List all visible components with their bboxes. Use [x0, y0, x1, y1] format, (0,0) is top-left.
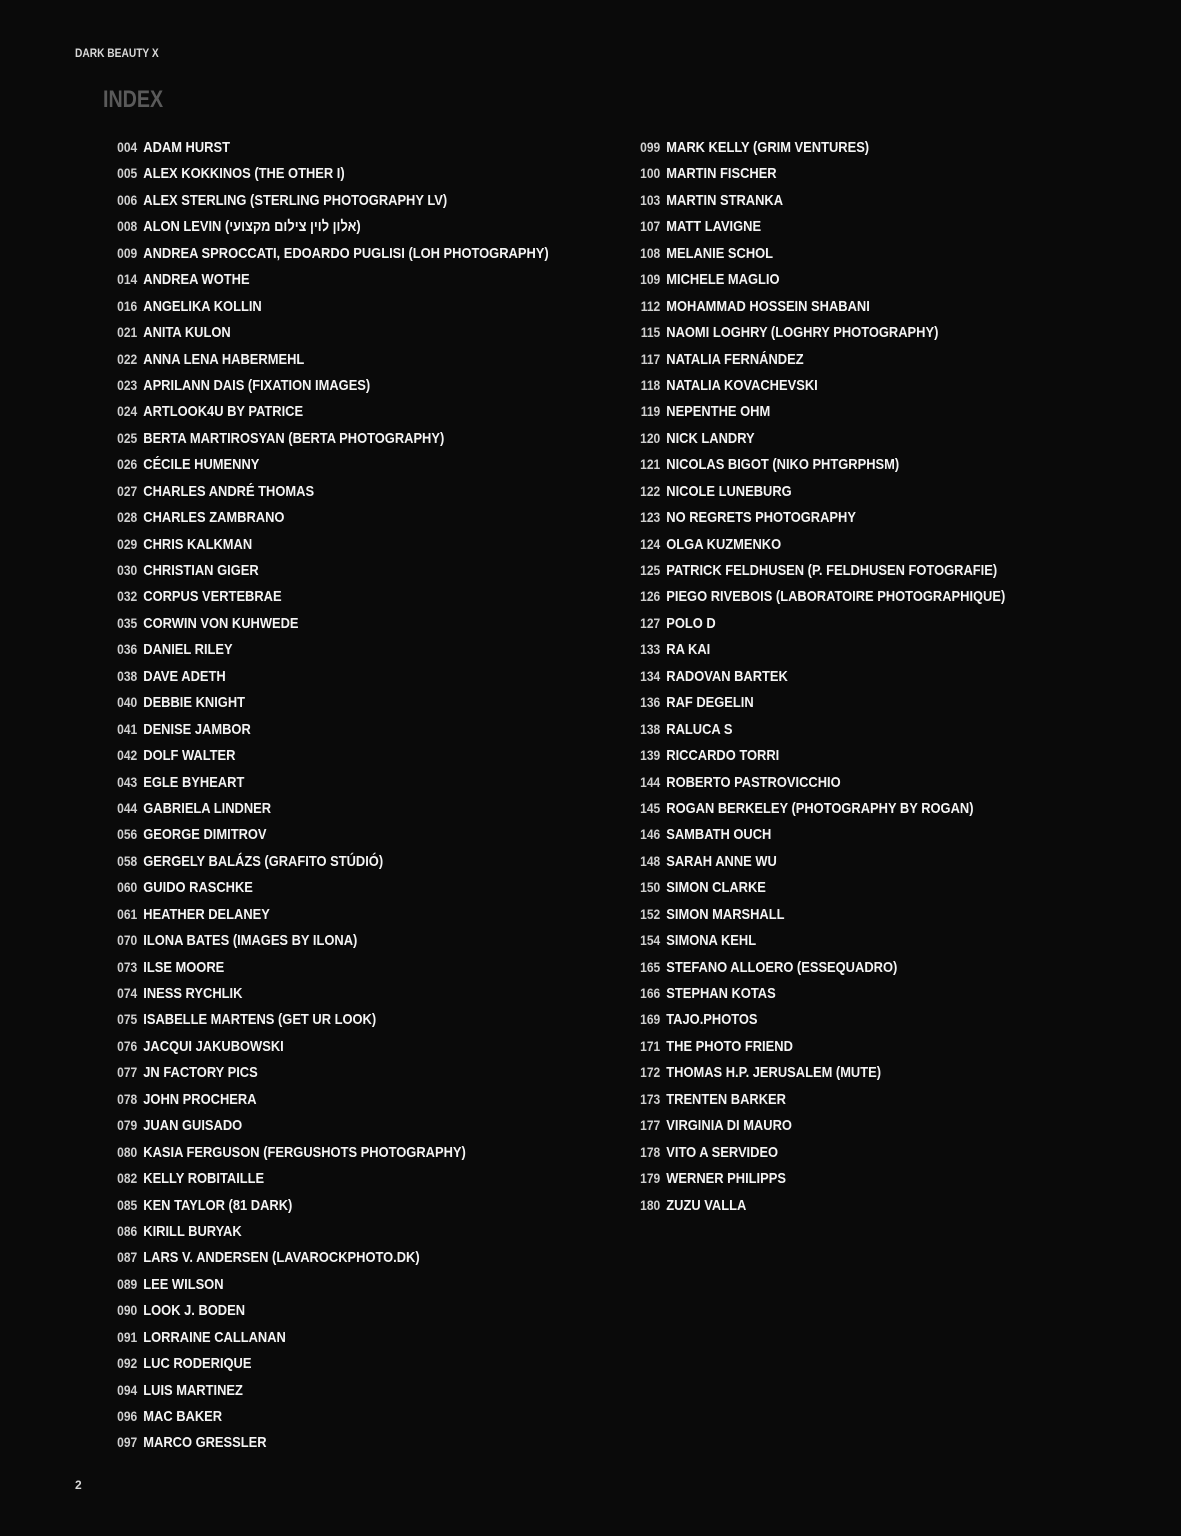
- index-entry: [108, 821, 549, 847]
- entry-artist-name: CORWIN VON KUHWEDE: [143, 614, 299, 632]
- index-entry: [108, 134, 549, 160]
- index-entry: [108, 240, 549, 266]
- index-entry: [631, 742, 1005, 768]
- index-entry: [631, 213, 1005, 239]
- entry-page-number: 179: [640, 1170, 661, 1187]
- entry-page-number: 146: [640, 826, 661, 843]
- index-entry: [108, 848, 549, 874]
- entry-page-number: 080: [117, 1143, 138, 1160]
- entry-page-number: 124: [640, 535, 661, 552]
- index-entry: [108, 1086, 549, 1112]
- index-entry: [108, 531, 549, 557]
- index-entry: [108, 372, 549, 398]
- index-entry: [631, 1006, 1005, 1032]
- entry-page-number: 178: [640, 1143, 661, 1160]
- index-entry: [108, 636, 549, 662]
- entry-page-number: 134: [640, 667, 661, 684]
- entry-artist-name: SIMON MARSHALL: [666, 905, 785, 923]
- index-entry: [631, 425, 1005, 451]
- entry-page-number: 027: [117, 482, 138, 499]
- index-entry: [108, 716, 549, 742]
- entry-artist-name: CHRISTIAN GIGER: [143, 562, 259, 579]
- entry-artist-name: GEORGE DIMITROV: [143, 826, 267, 844]
- entry-artist-name: CHARLES ZAMBRANO: [143, 509, 285, 527]
- entry-page-number: 139: [640, 747, 661, 764]
- index-entry: [108, 557, 549, 583]
- entry-artist-name: MATT LAVIGNE: [666, 218, 762, 236]
- index-entry: [631, 240, 1005, 266]
- entry-artist-name: MOHAMMAD HOSSEIN SHABANI: [666, 297, 870, 315]
- entry-artist-name: SIMON CLARKE: [666, 879, 766, 897]
- entry-artist-name: CÉCILE HUMENNY: [143, 456, 260, 474]
- index-entry: [108, 1192, 549, 1218]
- index-entry: [108, 610, 549, 636]
- entry-artist-name: NO REGRETS PHOTOGRAPHY: [666, 509, 856, 527]
- entry-artist-name: ALEX KOKKINOS (THE OTHER I): [143, 165, 345, 183]
- entry-page-number: 035: [117, 614, 138, 631]
- entry-artist-name: MAC BAKER: [143, 1408, 223, 1425]
- index-entry: [631, 1112, 1005, 1138]
- entry-artist-name: TAJO.PHOTOS: [666, 1011, 758, 1029]
- index-entry: [108, 1403, 549, 1429]
- entry-page-number: 006: [117, 191, 138, 208]
- entry-page-number: 024: [117, 403, 138, 420]
- entry-page-number: 009: [117, 244, 138, 261]
- entry-artist-name: CORPUS VERTEBRAE: [143, 588, 282, 606]
- index-entry: [108, 980, 549, 1006]
- entry-page-number: 148: [640, 852, 661, 869]
- entry-page-number: 097: [117, 1434, 138, 1451]
- entry-page-number: 025: [117, 429, 138, 446]
- index-entry: [631, 557, 1005, 583]
- entry-page-number: 073: [117, 958, 138, 975]
- index-entry: [108, 1139, 549, 1165]
- index-entry: [631, 874, 1005, 900]
- index-entry: [631, 372, 1005, 398]
- entry-artist-name: RALUCA S: [666, 720, 733, 738]
- entry-artist-name: APRILANN DAIS (FIXATION IMAGES): [143, 376, 371, 394]
- index-entry: [631, 504, 1005, 530]
- entry-page-number: 126: [640, 588, 661, 605]
- index-entry: [108, 1271, 549, 1297]
- index-entry: [108, 874, 549, 900]
- index-entry: [108, 1006, 549, 1032]
- index-entry: [108, 901, 549, 927]
- index-entry: [108, 425, 549, 451]
- entry-page-number: 144: [640, 773, 661, 790]
- entry-artist-name: LUIS MARTINEZ: [143, 1381, 243, 1399]
- entry-page-number: 076: [117, 1037, 138, 1054]
- entry-page-number: 172: [640, 1064, 661, 1081]
- entry-artist-name: ANDREA WOTHE: [143, 271, 250, 289]
- entry-artist-name: ADAM HURST: [143, 139, 230, 156]
- entry-artist-name: ANGELIKA KOLLIN: [143, 297, 262, 315]
- entry-artist-name: LARS V. ANDERSEN (LAVAROCKPHOTO.DK): [143, 1249, 420, 1267]
- entry-artist-name: THE PHOTO FRIEND: [666, 1037, 793, 1055]
- entry-artist-name: NICOLE LUNEBURG: [666, 482, 792, 500]
- entry-page-number: 082: [117, 1170, 138, 1187]
- entry-artist-name: DOLF WALTER: [143, 747, 236, 765]
- entry-page-number: 109: [640, 271, 661, 288]
- entry-page-number: 079: [117, 1117, 138, 1134]
- index-entry: [631, 319, 1005, 345]
- index-entry: [108, 293, 549, 319]
- index-entry: [108, 769, 549, 795]
- index-entry: [631, 160, 1005, 186]
- entry-artist-name: RAF DEGELIN: [666, 694, 754, 712]
- entry-artist-name: RICCARDO TORRI: [666, 747, 780, 765]
- entry-artist-name: ZUZU VALLA: [666, 1196, 747, 1214]
- entry-page-number: 166: [640, 985, 661, 1001]
- entry-page-number: 145: [640, 799, 661, 816]
- index-entry: [631, 663, 1005, 689]
- entry-page-number: 133: [640, 641, 661, 658]
- index-entry: [631, 451, 1005, 477]
- index-entry: [631, 266, 1005, 292]
- entry-page-number: 150: [640, 879, 661, 896]
- entry-page-number: 005: [117, 165, 138, 182]
- publication-header: DARK BEAUTY X: [75, 46, 159, 60]
- index-entry: [108, 927, 549, 953]
- index-entry: [108, 1218, 549, 1244]
- entry-artist-name: ILONA BATES (IMAGES BY ILONA): [143, 932, 358, 950]
- entry-artist-name: BERTA MARTIROSYAN (BERTA PHOTOGRAPHY): [143, 429, 445, 447]
- entry-page-number: 041: [117, 720, 138, 737]
- entry-page-number: 042: [117, 747, 138, 764]
- entry-artist-name: EGLE BYHEART: [143, 773, 245, 791]
- entry-page-number: 136: [640, 694, 661, 711]
- entry-artist-name: ARTLOOK4U BY PATRICE: [143, 403, 304, 421]
- entry-page-number: 036: [117, 641, 138, 658]
- index-entry: [631, 187, 1005, 213]
- entry-artist-name: ANNA LENA HABERMEHL: [143, 350, 305, 368]
- entry-artist-name: DANIEL RILEY: [143, 641, 233, 659]
- index-entry: [108, 1165, 549, 1191]
- entry-page-number: 089: [117, 1275, 138, 1292]
- index-entry: [108, 1429, 549, 1455]
- entry-page-number: 177: [640, 1117, 661, 1134]
- entry-artist-name: GERGELY BALÁZS (GRAFITO STÚDIÓ): [143, 852, 384, 870]
- entry-artist-name: TRENTEN BARKER: [666, 1090, 786, 1108]
- index-entry: [631, 1192, 1005, 1218]
- entry-artist-name: STEFANO ALLOERO (ESSEQUADRO): [666, 958, 898, 976]
- entry-artist-name: JUAN GUISADO: [143, 1117, 243, 1135]
- index-entry: [631, 1086, 1005, 1112]
- entry-artist-name: KEN TAYLOR (81 DARK): [143, 1196, 293, 1214]
- index-entry: [108, 319, 549, 345]
- entry-page-number: 061: [117, 905, 138, 922]
- entry-page-number: 028: [117, 509, 138, 526]
- entry-page-number: 152: [640, 905, 661, 922]
- index-entry: [108, 1059, 549, 1085]
- entry-artist-name: CHRIS KALKMAN: [143, 535, 253, 553]
- entry-artist-name: GUIDO RASCHKE: [143, 879, 253, 897]
- entry-page-number: 029: [117, 535, 138, 552]
- entry-page-number: 120: [640, 429, 661, 446]
- index-entry: [108, 451, 549, 477]
- index-entry: [108, 266, 549, 292]
- index-entry: [631, 293, 1005, 319]
- entry-page-number: 085: [117, 1196, 138, 1213]
- entry-artist-name: RA KAI: [666, 641, 711, 659]
- entry-page-number: 023: [117, 376, 138, 393]
- index-entry: [108, 1033, 549, 1059]
- page-number: 2: [75, 1478, 82, 1492]
- entry-artist-name: DAVE ADETH: [143, 667, 226, 685]
- entry-artist-name: ROGAN BERKELEY (PHOTOGRAPHY BY ROGAN): [666, 799, 974, 817]
- index-column-left: [108, 134, 620, 1456]
- entry-artist-name: PIEGO RIVEBOIS (LABORATOIRE PHOTOGRAPHIQUE): [666, 588, 1006, 606]
- index-entry: [631, 398, 1005, 424]
- entry-artist-name: MELANIE SCHOL: [666, 244, 774, 262]
- index-entry: [108, 346, 549, 372]
- entry-page-number: 180: [640, 1196, 661, 1213]
- entry-artist-name: ANITA KULON: [143, 324, 231, 342]
- index-entry: [631, 716, 1005, 742]
- index-entry: [108, 1244, 549, 1270]
- index-entry: [631, 901, 1005, 927]
- entry-page-number: 173: [640, 1090, 661, 1107]
- entry-artist-name: LOOK J. BODEN: [143, 1302, 246, 1320]
- entry-page-number: 014: [117, 271, 138, 288]
- entry-artist-name: ALON LEVIN (אלון לוין צילום מקצועי): [143, 218, 361, 236]
- entry-page-number: 026: [117, 456, 138, 473]
- entry-artist-name: ALEX STERLING (STERLING PHOTOGRAPHY LV): [143, 191, 448, 209]
- entry-artist-name: MARTIN FISCHER: [666, 165, 777, 183]
- entry-page-number: 169: [640, 1011, 661, 1028]
- entry-artist-name: VIRGINIA DI MAURO: [666, 1117, 792, 1135]
- entry-page-number: 043: [117, 773, 138, 790]
- entry-artist-name: ANDREA SPROCCATI, EDOARDO PUGLISI (LOH PHOTOGRAPHY): [143, 244, 549, 262]
- index-entry: [631, 821, 1005, 847]
- index-entry: [631, 478, 1005, 504]
- entry-page-number: 056: [117, 826, 138, 843]
- entry-page-number: 044: [117, 799, 138, 816]
- index-entry: [631, 1165, 1005, 1191]
- index-entry: [631, 1059, 1005, 1085]
- entry-page-number: 117: [640, 350, 661, 367]
- index-entry: [631, 610, 1005, 636]
- entry-page-number: 108: [640, 244, 661, 261]
- entry-page-number: 090: [117, 1302, 138, 1319]
- entry-page-number: 127: [640, 614, 661, 631]
- entry-artist-name: DEBBIE KNIGHT: [143, 694, 246, 712]
- entry-artist-name: KELLY ROBITAILLE: [143, 1170, 265, 1188]
- entry-artist-name: MARK KELLY (GRIM VENTURES): [666, 139, 870, 156]
- entry-artist-name: THOMAS H.P. JERUSALEM (MUTE): [666, 1064, 882, 1082]
- index-entry: [631, 636, 1005, 662]
- index-entry: [108, 398, 549, 424]
- entry-artist-name: JN FACTORY PICS: [143, 1064, 258, 1082]
- entry-artist-name: NICOLAS BIGOT (NIKO PHTGRPHSM): [666, 456, 900, 474]
- index-entry: [108, 504, 549, 530]
- page-title: INDEX: [103, 86, 164, 113]
- entry-page-number: 121: [640, 456, 661, 473]
- entry-page-number: 100: [640, 165, 661, 182]
- entry-artist-name: MICHELE MAGLIO: [666, 271, 780, 289]
- entry-page-number: 008: [117, 218, 138, 235]
- entry-artist-name: WERNER PHILIPPS: [666, 1170, 786, 1188]
- entry-page-number: 115: [640, 324, 661, 341]
- entry-artist-name: ISABELLE MARTENS (GET UR LOOK): [143, 1011, 377, 1029]
- entry-artist-name: ROBERTO PASTROVICCHIO: [666, 773, 841, 791]
- entry-page-number: 112: [640, 297, 661, 314]
- entry-artist-name: NICK LANDRY: [666, 429, 755, 447]
- entry-artist-name: NATALIA FERNÁNDEZ: [666, 350, 804, 368]
- index-entry: [631, 583, 1005, 609]
- index-entry: [631, 1033, 1005, 1059]
- entry-artist-name: JACQUI JAKUBOWSKI: [143, 1037, 284, 1055]
- entry-page-number: 099: [640, 139, 661, 155]
- entry-page-number: 040: [117, 694, 138, 711]
- entry-page-number: 075: [117, 1011, 138, 1028]
- entry-page-number: 107: [640, 218, 661, 235]
- entry-artist-name: NEPENTHE OHM: [666, 403, 771, 421]
- index-entry: [631, 795, 1005, 821]
- index-entry: [108, 478, 549, 504]
- entry-page-number: 171: [640, 1037, 661, 1054]
- index-entry: [108, 1377, 549, 1403]
- entry-artist-name: LORRAINE CALLANAN: [143, 1328, 286, 1346]
- index-entry: [631, 346, 1005, 372]
- entry-page-number: 030: [117, 562, 138, 578]
- entry-artist-name: MARTIN STRANKA: [666, 191, 784, 209]
- entry-artist-name: HEATHER DELANEY: [143, 905, 270, 923]
- entry-artist-name: NATALIA KOVACHEVSKI: [666, 376, 818, 394]
- entry-artist-name: CHARLES ANDRÉ THOMAS: [143, 482, 315, 500]
- entry-artist-name: NAOMI LOGHRY (LOGHRY PHOTOGRAPHY): [666, 324, 939, 342]
- entry-artist-name: ILSE MOORE: [143, 958, 225, 976]
- entry-page-number: 154: [640, 932, 661, 949]
- entry-artist-name: LEE WILSON: [143, 1275, 224, 1293]
- index-entry: [631, 954, 1005, 980]
- entry-artist-name: OLGA KUZMENKO: [666, 535, 782, 553]
- index-entry: [631, 134, 1005, 160]
- entry-artist-name: SAMBATH OUCH: [666, 826, 772, 844]
- entry-artist-name: SIMONA KEHL: [666, 932, 757, 950]
- entry-artist-name: POLO D: [666, 614, 716, 632]
- entry-page-number: 165: [640, 958, 661, 975]
- entry-page-number: 123: [640, 509, 661, 526]
- index-entry: [108, 1112, 549, 1138]
- entry-artist-name: MARCO GRESSLER: [143, 1434, 267, 1452]
- index-entry: [108, 1350, 549, 1376]
- entry-page-number: 125: [640, 562, 661, 578]
- entry-artist-name: DENISE JAMBOR: [143, 720, 251, 738]
- index-entry: [631, 689, 1005, 715]
- entry-page-number: 122: [640, 482, 661, 499]
- entry-page-number: 032: [117, 588, 138, 605]
- entry-page-number: 022: [117, 350, 138, 367]
- entry-page-number: 086: [117, 1222, 138, 1239]
- entry-artist-name: PATRICK FELDHUSEN (P. FELDHUSEN FOTOGRAFIE): [666, 562, 998, 579]
- entry-page-number: 021: [117, 324, 138, 341]
- entry-artist-name: LUC RODERIQUE: [143, 1355, 252, 1373]
- entry-page-number: 004: [117, 139, 138, 155]
- index-entry: [631, 980, 1005, 1006]
- entry-page-number: 038: [117, 667, 138, 684]
- entry-artist-name: INESS RYCHLIK: [143, 985, 243, 1002]
- entry-page-number: 060: [117, 879, 138, 896]
- entry-page-number: 092: [117, 1355, 138, 1372]
- index-entry: [631, 848, 1005, 874]
- index-entry: [108, 160, 549, 186]
- index-entry: [631, 1139, 1005, 1165]
- index-entry: [108, 663, 549, 689]
- index-entry: [631, 927, 1005, 953]
- entry-artist-name: GABRIELA LINDNER: [143, 799, 272, 817]
- index-entry: [108, 689, 549, 715]
- entry-artist-name: JOHN PROCHERA: [143, 1090, 257, 1108]
- index-entry: [108, 1297, 549, 1323]
- entry-page-number: 091: [117, 1328, 138, 1345]
- entry-page-number: 096: [117, 1408, 138, 1424]
- entry-page-number: 077: [117, 1064, 138, 1081]
- entry-page-number: 118: [640, 376, 661, 393]
- entry-artist-name: RADOVAN BARTEK: [666, 667, 788, 685]
- entry-artist-name: KIRILL BURYAK: [143, 1222, 242, 1240]
- entry-artist-name: STEPHAN KOTAS: [666, 985, 776, 1002]
- index-entry: [108, 213, 549, 239]
- index-entry: [108, 742, 549, 768]
- index-entry: [108, 187, 549, 213]
- index-column-right: [631, 134, 1066, 1218]
- entry-page-number: 119: [640, 403, 661, 420]
- index-entry: [631, 769, 1005, 795]
- entry-page-number: 103: [640, 191, 661, 208]
- index-entry: [631, 531, 1005, 557]
- index-entry: [108, 1324, 549, 1350]
- entry-artist-name: KASIA FERGUSON (FERGUSHOTS PHOTOGRAPHY): [143, 1143, 466, 1161]
- index-entry: [108, 795, 549, 821]
- index-entry: [108, 954, 549, 980]
- entry-page-number: 138: [640, 720, 661, 737]
- entry-artist-name: SARAH ANNE WU: [666, 852, 777, 870]
- entry-page-number: 016: [117, 297, 138, 314]
- entry-page-number: 078: [117, 1090, 138, 1107]
- entry-artist-name: VITO A SERVIDEO: [666, 1143, 779, 1161]
- entry-page-number: 074: [117, 985, 138, 1001]
- entry-page-number: 087: [117, 1249, 138, 1266]
- entry-page-number: 058: [117, 852, 138, 869]
- entry-page-number: 070: [117, 932, 138, 949]
- entry-page-number: 094: [117, 1381, 138, 1398]
- index-entry: [108, 583, 549, 609]
